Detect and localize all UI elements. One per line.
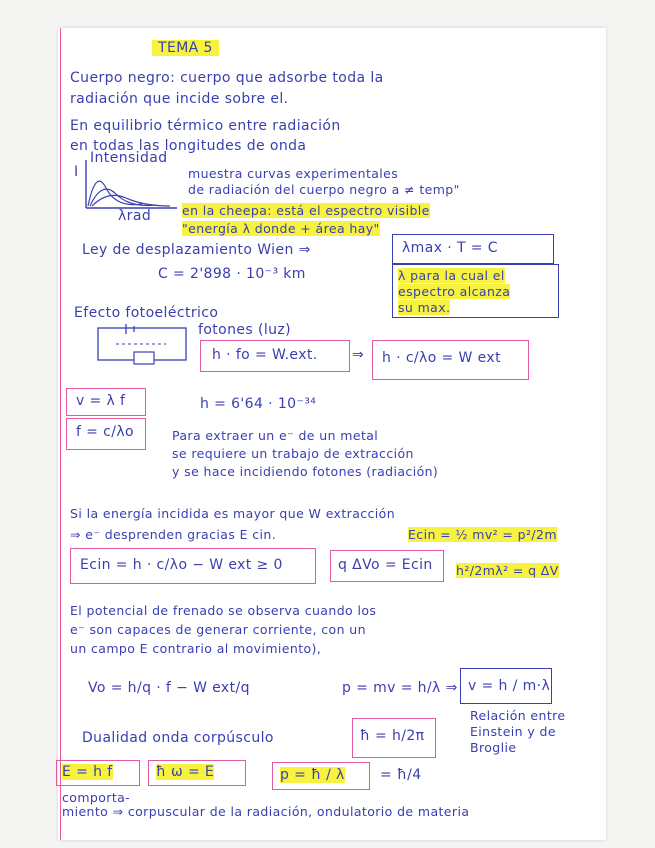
potential-p: p = mv = h/λ ⇒ bbox=[342, 680, 458, 696]
relation-l1: Relación entre bbox=[470, 708, 566, 723]
energy-l2: ⇒ e⁻ desprenden gracias E cin. bbox=[70, 527, 277, 542]
photo-eq1: h · fo = W.ext. bbox=[212, 347, 318, 363]
energy-l1: Si la energía incidida es mayor que W extracción bbox=[70, 506, 396, 521]
potential-vo: Vo = h/q · f − W ext/q bbox=[88, 680, 250, 696]
duality-comp2: miento ⇒ corpuscular de la radiación, ondulatorio de materia bbox=[62, 804, 470, 819]
photo-p2: se requiere un trabajo de extracción bbox=[172, 446, 414, 461]
photo-title: Efecto fotoeléctrico bbox=[74, 305, 219, 321]
lambda-axis-label: λrad bbox=[118, 208, 152, 224]
ecin-highlight: Ecin = ½ mv² = p²/2m bbox=[408, 527, 557, 542]
wien-constant: C = 2'898 · 10⁻³ km bbox=[158, 266, 306, 282]
energy-eq-main: Ecin = h · c/λo − W ext ≥ 0 bbox=[80, 557, 283, 573]
duality-e2: ħ ω = E bbox=[156, 764, 215, 780]
photocell-circuit-diagram bbox=[96, 322, 192, 366]
potential-l1: El potencial de frenado se observa cuando los bbox=[70, 603, 377, 618]
page-title: TEMA 5 bbox=[152, 40, 219, 56]
duality-e1: E = h f bbox=[62, 764, 113, 780]
implies-arrow: ⇒ bbox=[352, 347, 365, 363]
wien-label: Ley de desplazamiento Wien ⇒ bbox=[82, 242, 311, 258]
photo-p3: y se hace incidiendo fotones (radiación) bbox=[172, 464, 439, 479]
duality-label: Dualidad onda corpúsculo bbox=[82, 730, 274, 746]
energy-eq-h2: h²/2mλ² = q ΔV bbox=[456, 563, 559, 578]
potential-l2: e⁻ son capaces de generar corriente, con un bbox=[70, 622, 366, 637]
wien-note1: λ para la cual el bbox=[398, 268, 505, 283]
blackbody-line4: en todas las longitudes de onda bbox=[70, 138, 307, 154]
wien-note3: su max. bbox=[398, 300, 451, 315]
curves-line1: muestra curvas experimentales bbox=[188, 166, 399, 181]
photo-h-constant: h = 6'64 · 10⁻³⁴ bbox=[200, 396, 317, 412]
photo-f: f = c/λo bbox=[76, 424, 135, 440]
margin-line bbox=[60, 28, 61, 840]
axis-intensity-symbol: I bbox=[74, 164, 79, 180]
duality-p: p = ħ / λ bbox=[280, 767, 345, 783]
photo-eq2: h · c/λo = W ext bbox=[382, 350, 501, 366]
blackbody-line3: En equilibrio térmico entre radiación bbox=[70, 118, 341, 134]
potential-l3: un campo E contrario al movimiento), bbox=[70, 641, 322, 656]
curves-line2: de radiación del cuerpo negro a ≠ temp" bbox=[188, 182, 460, 197]
relation-l2: Einstein y de bbox=[470, 724, 556, 739]
wien-note2: espectro alcanza bbox=[398, 284, 511, 299]
intensity-label: Intensidad bbox=[90, 150, 168, 166]
photo-p1: Para extraer un e⁻ de un metal bbox=[172, 428, 379, 443]
blackbody-line1: Cuerpo negro: cuerpo que adsorbe toda la bbox=[70, 70, 384, 86]
energy-eq-q: q ΔVo = Ecin bbox=[338, 557, 433, 573]
photo-v: v = λ f bbox=[76, 393, 126, 409]
wien-formula: λmax · T = C bbox=[402, 240, 498, 256]
photons-label: fotones (luz) bbox=[198, 322, 292, 338]
duality-comp1: comporta- bbox=[62, 790, 131, 805]
highlight-energy-area: "energía λ donde + área hay" bbox=[182, 221, 380, 236]
duality-p-tail: = ħ/4 bbox=[380, 767, 422, 783]
blackbody-line2: radiación que incide sobre el. bbox=[70, 91, 289, 107]
duality-hbar: ħ = h/2π bbox=[360, 728, 425, 744]
highlight-visible-spectrum: en la cheepa: está el espectro visible bbox=[182, 203, 430, 218]
relation-l3: Broglie bbox=[470, 740, 517, 755]
potential-v: v = h / m·λ bbox=[468, 678, 551, 694]
